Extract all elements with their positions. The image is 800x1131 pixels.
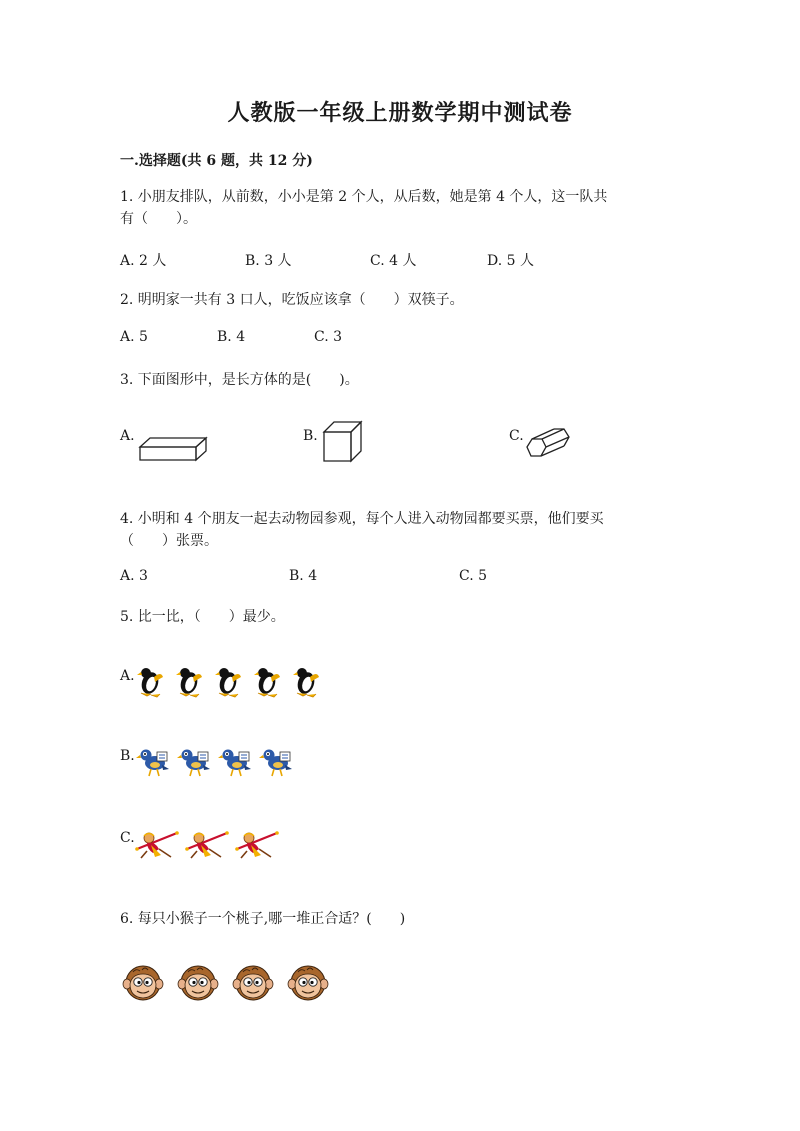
question-1-line-2: 有（ ）。: [120, 211, 197, 227]
q2-option-c[interactable]: C. 3: [314, 329, 343, 345]
q1-option-d[interactable]: D. 5 人: [487, 253, 534, 269]
penguin-icon: [293, 665, 321, 699]
penguin-icon: [254, 665, 282, 699]
monkey-king-icon: [237, 827, 279, 861]
q3-option-a[interactable]: A.: [120, 428, 135, 444]
q3-option-b[interactable]: B.: [303, 428, 318, 444]
monkey-face-icon: [234, 964, 274, 1002]
question-3: 3. 下面图形中，是长方体的是( )。: [120, 372, 359, 388]
question-1-line-1: 1. 小朋友排队，从前数，小小是第 2 个人，从后数，她是第 4 个人，这一队共: [120, 189, 608, 205]
q4-option-a[interactable]: A. 3: [120, 568, 148, 584]
monkey-face-icon: [289, 964, 329, 1002]
penguin-icon: [137, 665, 165, 699]
monkey-king-icon: [137, 827, 179, 861]
q5-option-a[interactable]: A.: [120, 668, 135, 684]
penguin-icon: [176, 665, 204, 699]
bird-icon: [178, 745, 212, 779]
q1-option-b[interactable]: B. 3 人: [245, 253, 292, 269]
question-4: [120, 508, 680, 552]
question-5: 5. 比一比，（ ）最少。: [120, 609, 285, 625]
q4-option-c[interactable]: C. 5: [459, 568, 488, 584]
q5-option-b[interactable]: B.: [120, 748, 135, 764]
q3-option-c[interactable]: C.: [509, 428, 524, 444]
penguin-icon: [215, 665, 243, 699]
monkey-king-icon: [187, 827, 229, 861]
bird-icon: [137, 745, 171, 779]
question-1: [120, 186, 680, 230]
q1-option-a[interactable]: A. 2 人: [120, 253, 167, 269]
q2-option-a[interactable]: A. 5: [120, 329, 148, 345]
bird-icon: [219, 745, 253, 779]
q2-option-b[interactable]: B. 4: [217, 329, 246, 345]
monkey-face-icon: [179, 964, 219, 1002]
bird-icon: [260, 745, 294, 779]
question-4-line-1: 4. 小明和 4 个朋友一起去动物园参观，每个人进入动物园都要买票，他们要买: [120, 511, 604, 527]
question-4-line-2: （ ）张票。: [120, 533, 218, 549]
q1-option-c[interactable]: C. 4 人: [370, 253, 417, 269]
hexagonal-prism-icon[interactable]: [524, 425, 572, 463]
q4-option-b[interactable]: B. 4: [289, 568, 318, 584]
question-6: 6. 每只小猴子一个桃子,哪一堆正合适？( ): [120, 911, 406, 927]
cube-icon[interactable]: [322, 420, 364, 464]
monkey-face-icon: [124, 964, 164, 1002]
q5-option-c[interactable]: C.: [120, 830, 135, 846]
page-title: 人教版一年级上册数学期中测试卷: [227, 100, 573, 126]
question-2: 2. 明明家一共有 3 口人，吃饭应该拿（ ）双筷子。: [120, 292, 464, 308]
cuboid-flat-icon[interactable]: [138, 436, 210, 464]
section-heading: 一.选择题(共 6 题，共 12 分): [120, 153, 313, 169]
